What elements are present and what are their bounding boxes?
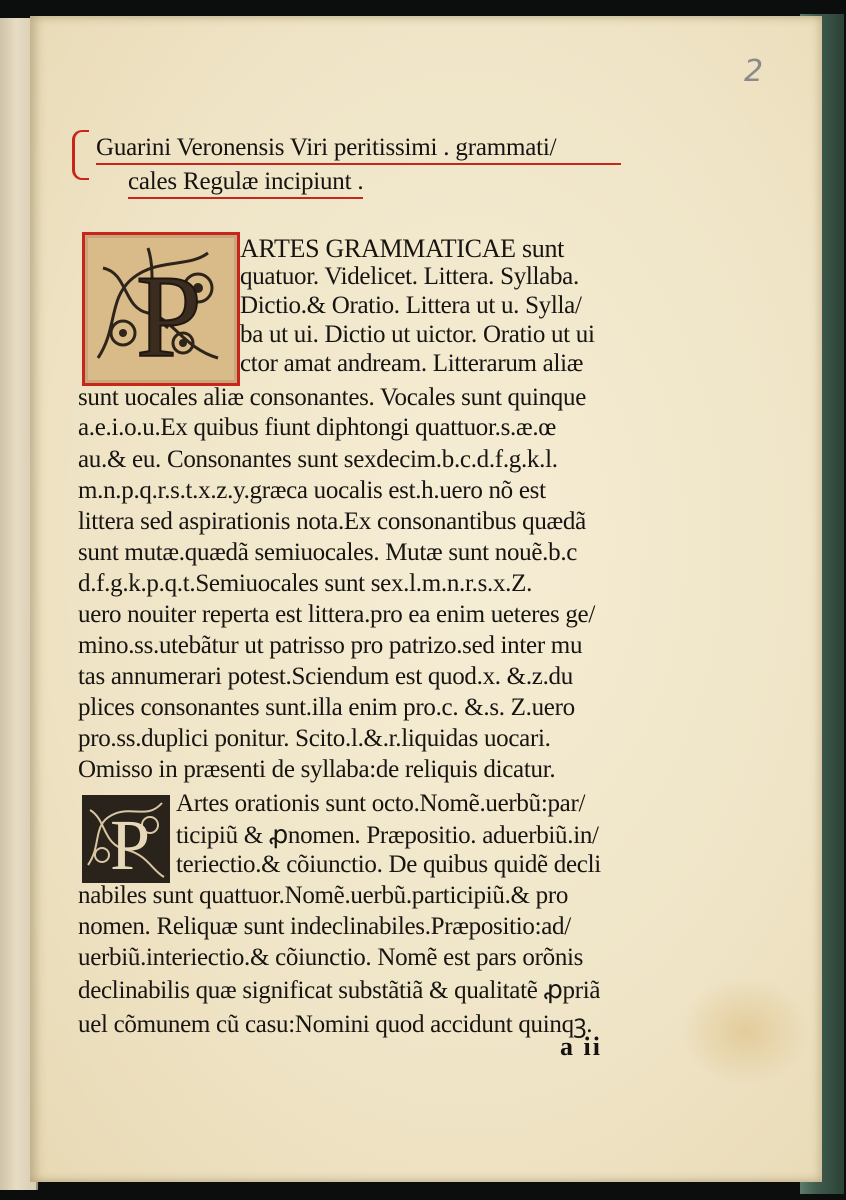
- text-line: m.n.p.q.r.s.t.x.z.y.græca uocalis est.h.uero nõ est: [78, 477, 546, 504]
- text-line: pro.ss.duplici ponitur. Scito.l.&.r.liquidas uocari.: [78, 725, 551, 752]
- initial-letter: P: [136, 251, 202, 380]
- text-line: au.& eu. Consonantes sunt sexdecim.b.c.d.f.g.k.l.: [78, 446, 558, 473]
- text-line: ctor amat andream. Litterarum aliæ: [240, 350, 584, 377]
- text-line: plices consonantes sunt.illa enim pro.c. &.s. Z.uero: [78, 694, 575, 721]
- text-line: Omisso in præsenti de syllaba:de reliquis dicatur.: [78, 756, 556, 783]
- pencil-folio-mark: 2: [744, 54, 764, 89]
- woodcut-initial-p-small: [82, 795, 170, 883]
- text-line: a.e.i.o.u.Ex quibus fiunt diphtongi quattuor.s.æ.œ: [78, 414, 557, 441]
- paper-stain: [680, 976, 810, 1086]
- rubric-paragraph-mark: [72, 130, 89, 180]
- title-line-2: cales Regulæ incipiunt .: [128, 168, 363, 199]
- text-line: declinabilis quæ significat substãtiã & qualitatẽ ꝓpriã: [78, 977, 601, 1004]
- text-line: uerbiũ.interiectio.& cõiunctio. Nomẽ est pars orõnis: [78, 944, 584, 971]
- text-line: uel cõmunem cũ casu:Nomini quod accidunt quinqꝫ.: [78, 1011, 593, 1038]
- text-line: ARTES GRAMMATICAE sunt: [240, 234, 565, 263]
- text-line: nomen. Reliquæ sunt indeclinabiles.Præpositio:ad/: [78, 913, 571, 940]
- text-line: littera sed aspirationis nota.Ex consonantibus quædã: [78, 508, 586, 535]
- text-line: Dictio.& Oratio. Littera ut u. Sylla/: [240, 292, 582, 319]
- ornamental-initial-icon: [82, 795, 170, 883]
- text-line: sunt uocales aliæ consonantes. Vocales sunt quinque: [78, 384, 587, 411]
- title-line-1: Guarini Veronensis Viri peritissimi . grammati/: [96, 134, 621, 165]
- initial-letter: P: [110, 805, 151, 883]
- text-line: ticipiũ & ꝓnomen. Præpositio. aduerbiũ.in/: [176, 822, 599, 849]
- text-line: mino.ss.utebãtur ut patrisso pro patrizo.sed inter mu: [78, 632, 583, 659]
- woodcut-initial-p-large: [82, 232, 240, 386]
- text-line: d.f.g.k.p.q.t.Semiuocales sunt sex.l.m.n.r.s.x.Z.: [78, 570, 533, 597]
- text-line: tas annumerari potest.Sciendum est quod.x. &.z.du: [78, 663, 573, 690]
- text-line: nabiles sunt quattuor.Nomẽ.uerbũ.participiũ.& pro: [78, 882, 569, 909]
- text-line: teriectio.& cõiunctio. De quibus quidẽ decli: [176, 851, 601, 878]
- text-line: sunt mutæ.quædã semiuocales. Mutæ sunt nouẽ.b.c: [78, 539, 578, 566]
- signature-mark: a ii: [560, 1032, 602, 1061]
- text-line: quatuor. Videlicet. Littera. Syllaba.: [240, 263, 579, 290]
- text-line: ba ut ui. Dictio ut uictor. Oratio ut ui: [240, 321, 595, 348]
- text-line: uero nouiter reperta est littera.pro ea enim ueteres ge/: [78, 601, 595, 628]
- floral-initial-icon: [88, 238, 234, 380]
- text-line: Artes orationis sunt octo.Nomẽ.uerbũ:par/: [176, 790, 586, 817]
